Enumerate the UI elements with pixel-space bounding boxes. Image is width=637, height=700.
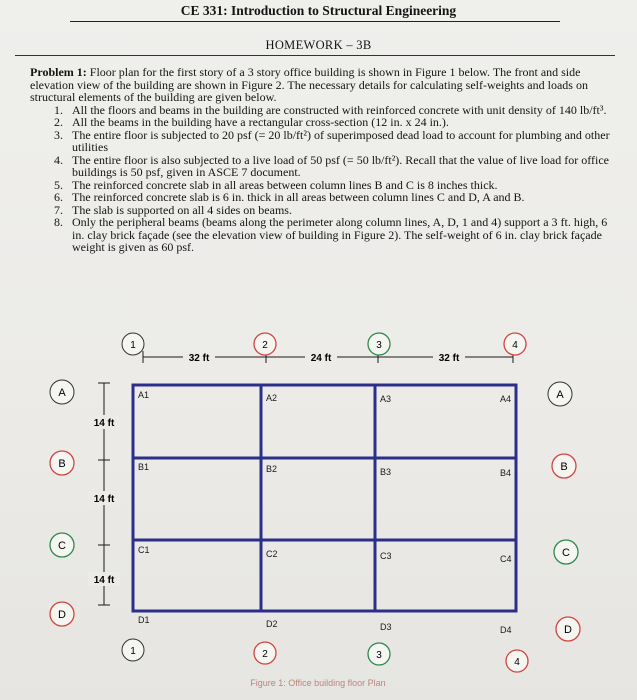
row-marker-c-left-label: C (58, 540, 66, 552)
column-label-d4: D4 (500, 625, 512, 635)
homework-title: HOMEWORK – 3B (265, 38, 372, 52)
row-marker-b-left-label: B (58, 458, 66, 470)
problem-label: Problem 1: (30, 65, 87, 79)
column-marker-1-bottom-label: 1 (130, 646, 136, 657)
list-text: The reinforced concrete slab in all areas between column lines B and C is 8 inches thick. (72, 177, 498, 192)
perimeter-beams (133, 385, 516, 611)
column-label-c3: C3 (380, 551, 392, 561)
column-marker-2-bottom (254, 642, 276, 664)
column-marker-2-label: 2 (262, 340, 268, 351)
list-item (30, 154, 610, 179)
list-text: The slab is supported on all 4 sides on beams. (72, 202, 292, 217)
list-text: All the beams in the building have a rectangular cross-section (12 in. x 24 in.). (72, 115, 449, 129)
column-marker-1-label: 1 (130, 340, 136, 351)
list-item (30, 129, 610, 154)
row-marker-a-left (50, 380, 74, 404)
row-marker-c-left (50, 533, 74, 557)
column-label-b4: B4 (500, 468, 512, 478)
problem-intro-text: Floor plan for the first story of a 3 story office building is shown in Figure 1 below. The front and side elevation view of the building are shown in Figure 2. The necessary details for calculating self-weights and loads on structural elements of the building are given below. (30, 65, 588, 104)
column-label-b3: B3 (380, 467, 392, 477)
title-rule (70, 21, 560, 22)
dim-label-32ft-right: 32 ft (438, 353, 460, 364)
row-marker-d-right-label: D (564, 624, 572, 636)
row-marker-d-left-label: D (58, 609, 66, 621)
row-marker-b-right (552, 454, 576, 478)
floor-plan-figure (0, 320, 637, 700)
column-marker-4-label: 4 (512, 340, 518, 351)
column-label-b2: B2 (266, 464, 278, 474)
column-marker-3-bottom-label: 3 (376, 650, 382, 661)
column-label-d3: D3 (380, 622, 392, 632)
row-marker-d-right (556, 617, 580, 641)
column-marker-4-bottom (506, 650, 528, 672)
list-text: Only the peripheral beams (beams along the perimeter along column lines, A, D, 1 and 4) support a 3 ft. high, 6 in. clay brick façade (see the elevation view of building in Figure 2). The self-weight of 6 in. clay brick façade weight is given as 60 psf. (72, 215, 608, 254)
dim-label-14ft-ab: 14 ft (93, 418, 115, 429)
column-marker-4-bottom-label: 4 (514, 657, 520, 668)
list-number: 2. (54, 115, 63, 129)
column-marker-2-bottom-label: 2 (262, 649, 268, 660)
column-marker-1-bottom (122, 639, 144, 661)
column-label-d1: D1 (138, 615, 150, 625)
row-marker-a-right-label: A (556, 389, 564, 401)
column-label-a2: A2 (266, 393, 278, 403)
figure-caption: Figure 1: Office building floor Plan (250, 678, 386, 688)
column-label-b1: B1 (138, 462, 150, 472)
list-text: The entire floor is subjected to 20 psf (= 20 lb/ft²) of superimposed dead load to account for plumbing and other utilities (72, 127, 610, 154)
beam-grid (133, 385, 516, 611)
column-label-a1: A1 (138, 390, 150, 400)
problem-statement (30, 66, 610, 254)
row-marker-a-left-label: A (58, 387, 66, 399)
list-text: All the floors and beams in the building are constructed with reinforced concrete with unit density of 140 lb/ft³. (72, 102, 607, 117)
course-title: CE 331: Introduction to Structural Engineering (180, 3, 457, 18)
column-marker-1 (122, 333, 144, 355)
list-number: 8. (54, 215, 63, 229)
problem-intro (30, 66, 610, 104)
column-marker-4 (504, 333, 526, 355)
list-number: 6. (54, 190, 63, 204)
requirements-list (30, 104, 610, 254)
column-marker-3-bottom (368, 643, 390, 665)
list-number: 4. (54, 152, 63, 167)
list-text: The entire floor is also subjected to a live load of 50 psf (= 50 lb/ft²). Recall that the value of live load for office buildings is 50 psf, given in ASCE 7 document. (72, 152, 609, 179)
row-marker-c-right (554, 540, 578, 564)
list-item (30, 216, 610, 254)
column-label-a4: A4 (500, 394, 512, 404)
row-marker-c-right-label: C (562, 547, 570, 559)
column-label-a3: A3 (380, 394, 392, 404)
column-label-c1: C1 (138, 545, 150, 555)
list-number: 3. (54, 127, 63, 142)
column-label-c2: C2 (266, 549, 278, 559)
list-number: 7. (54, 202, 63, 217)
column-marker-2 (254, 333, 276, 355)
dim-label-32ft-left: 32 ft (188, 353, 210, 364)
column-marker-3 (368, 333, 390, 355)
dim-label-14ft-cd: 14 ft (93, 575, 115, 586)
row-marker-a-right (548, 382, 572, 406)
row-marker-d-left (50, 602, 74, 626)
dim-label-14ft-bc: 14 ft (93, 494, 115, 505)
row-marker-b-left (50, 451, 74, 475)
list-text: The reinforced concrete slab is 6 in. thick in all areas between column lines C and D, A and B. (72, 190, 525, 204)
list-number: 1. (54, 102, 63, 117)
column-label-c4: C4 (500, 554, 512, 564)
header-rule (15, 55, 615, 56)
column-label-d2: D2 (266, 619, 278, 629)
dim-label-24ft: 24 ft (310, 353, 332, 364)
row-marker-b-right-label: B (560, 461, 568, 473)
column-marker-3-label: 3 (376, 340, 382, 351)
list-number: 5. (54, 177, 63, 192)
